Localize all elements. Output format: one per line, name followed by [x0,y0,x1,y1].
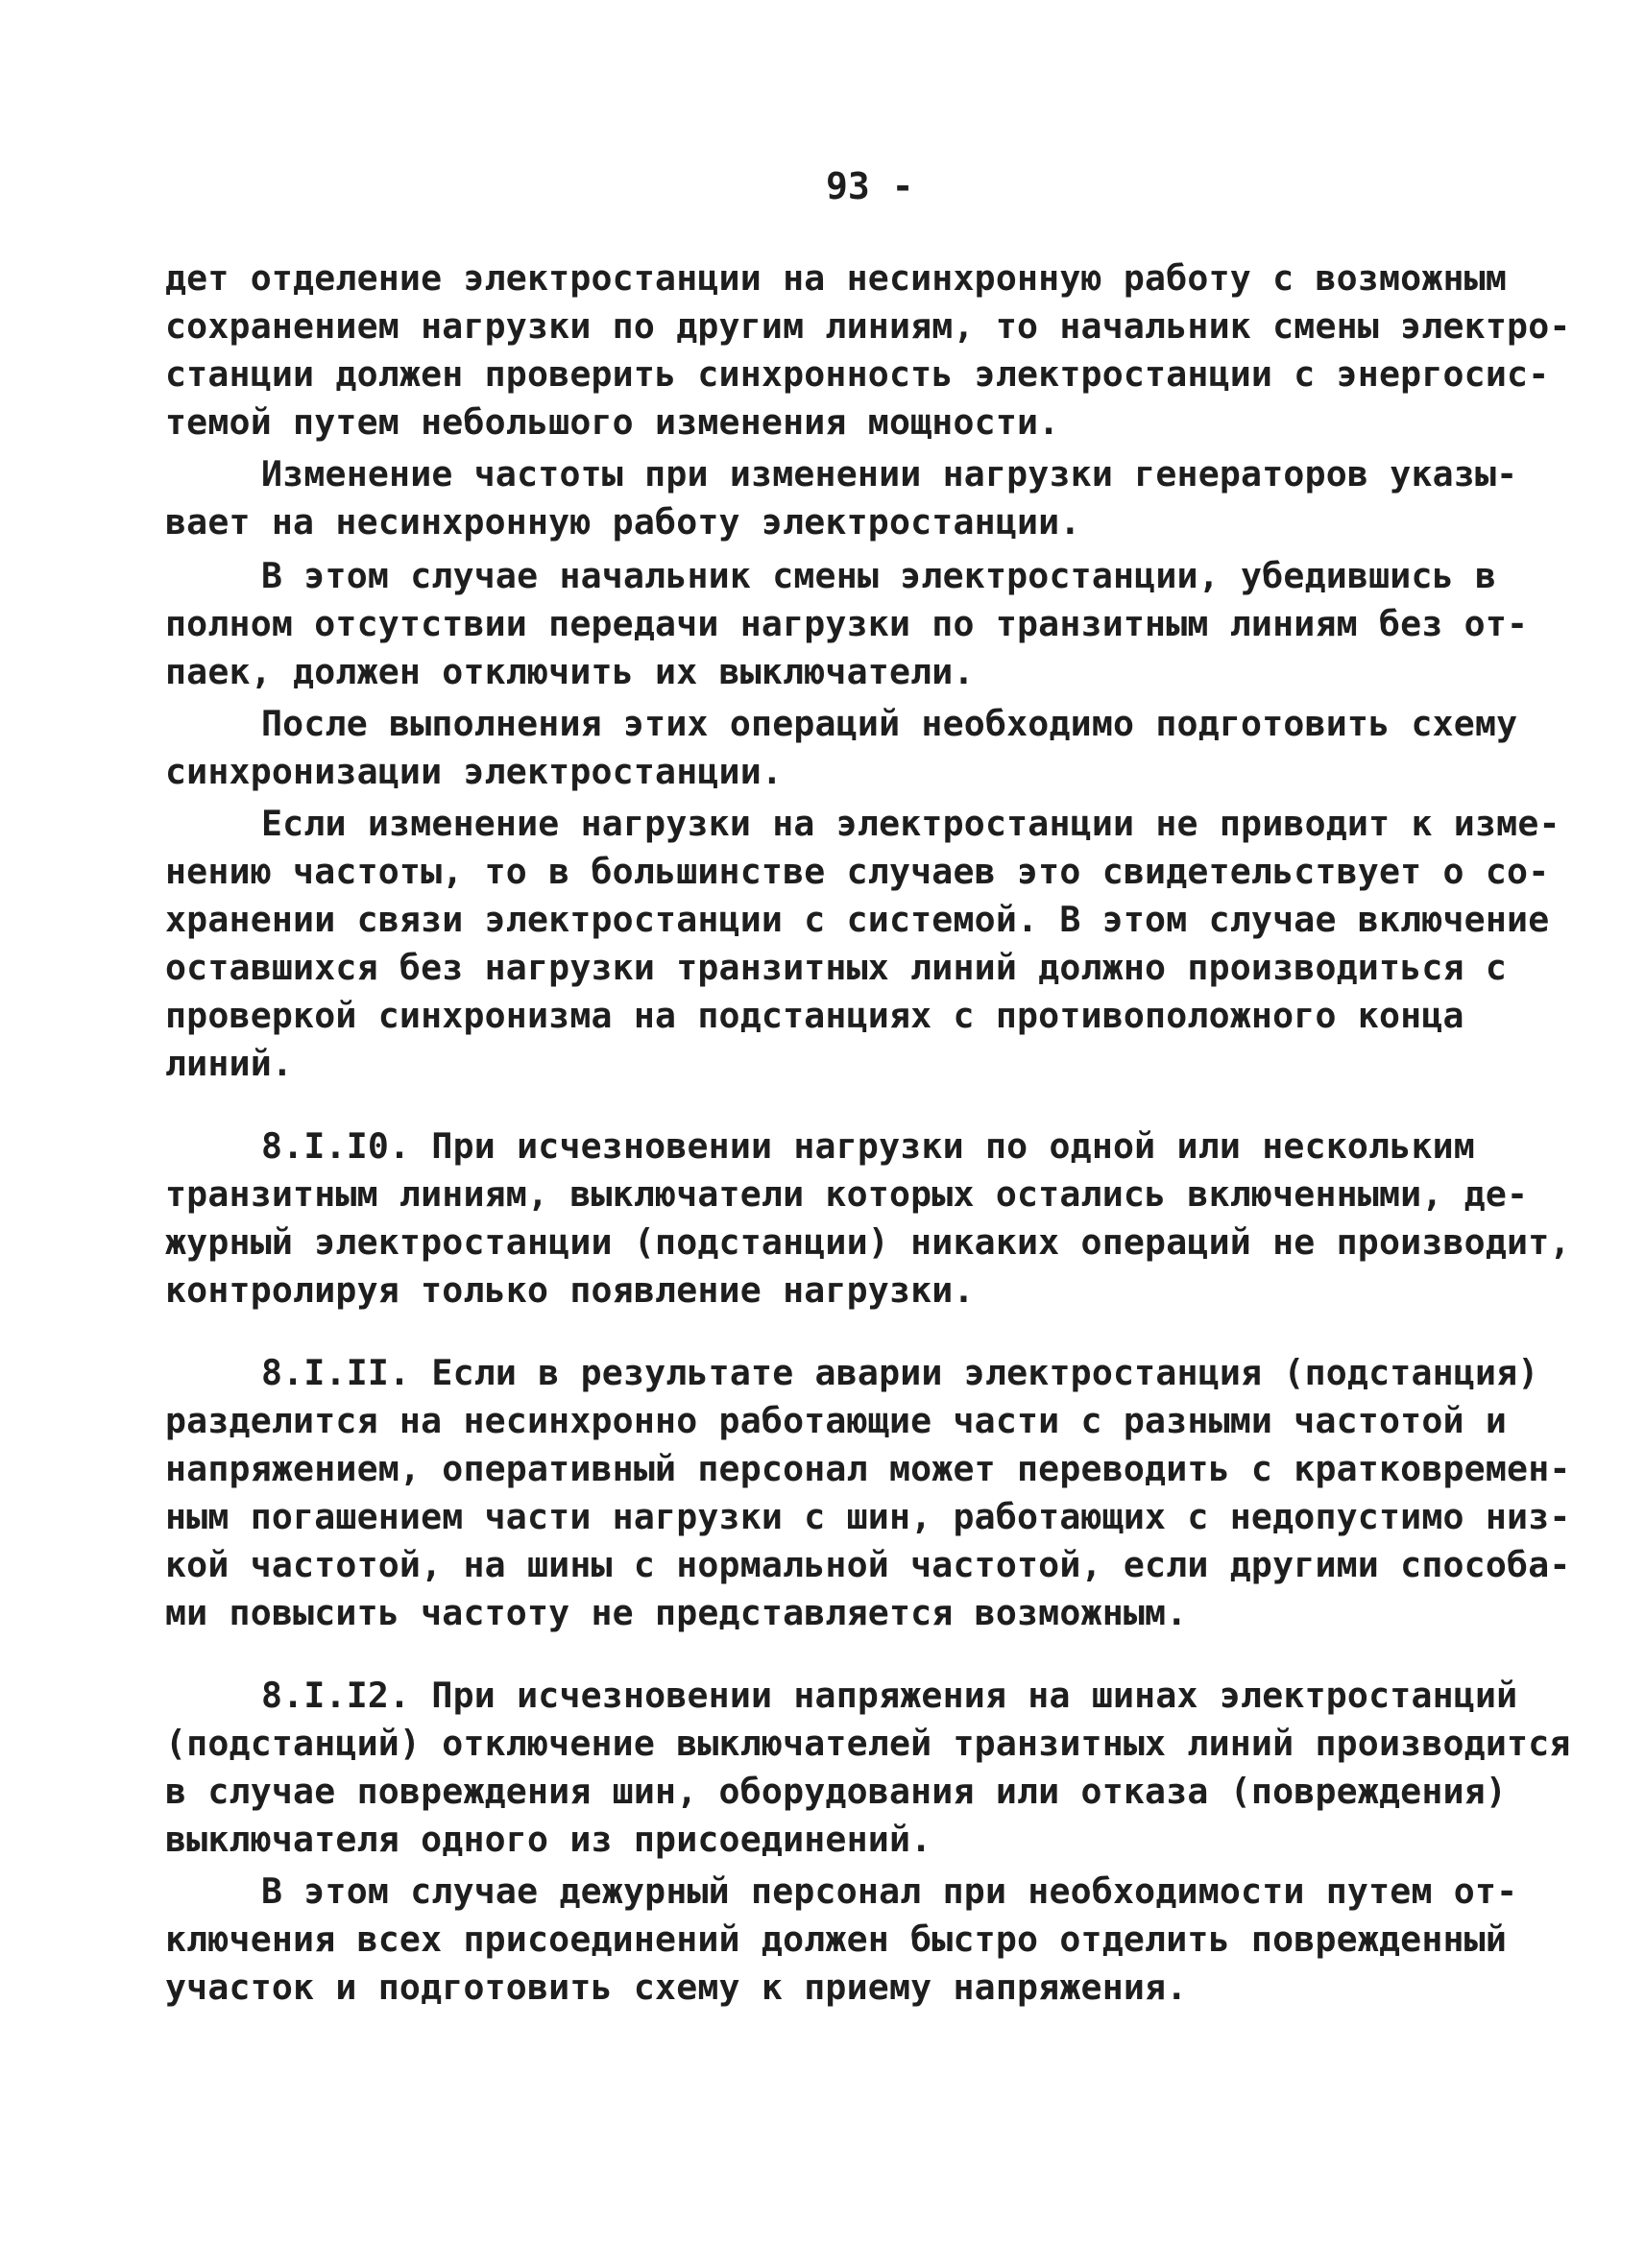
text-line: (подстанций) отключение выключателей транзитных линий производится [165,1723,1571,1764]
text-line: контролируя только появление нагрузки. [165,1269,975,1311]
text-line: сохранением нагрузки по другим линиям, то начальник смены электро- [165,305,1571,347]
text-line: паек, должен отключить их выключатели. [165,651,975,692]
text-line: разделится на несинхронно работающие части с разными частотой и [165,1400,1508,1441]
text-line: напряжением, оперативный персонал может переводить с кратковремен- [165,1448,1571,1489]
text-line: В этом случае дежурный персонал при необходимости путем от- [261,1870,1518,1912]
text-line: оставшихся без нагрузки транзитных линий должно производиться с [165,947,1508,988]
text-line: синхронизации электростанции. [165,751,784,792]
text-line: дет отделение электростанции на несинхронную работу с возможным [165,257,1508,299]
text-line: Если изменение нагрузки на электростанции не приводит к изме- [261,803,1560,844]
text-line: транзитным линиям, выключатели которых остались включенными, де- [165,1173,1529,1215]
text-line: полном отсутствии передачи нагрузки по транзитным линиям без от- [165,603,1529,644]
text-line: журный электростанции (подстанции) никаких операций не производит, [165,1221,1571,1263]
text-line: Изменение частоты при изменении нагрузки генераторов указы- [261,453,1518,495]
text-line: линий. [165,1043,294,1084]
text-line: выключателя одного из присоединений. [165,1819,932,1860]
text-line: хранении связи электростанции с системой. В этом случае включение [165,899,1550,940]
text-line: После выполнения этих операций необходимо подготовить схему [261,703,1518,744]
text-line: в случае повреждения шин, оборудования или отказа (повреждения) [165,1771,1508,1812]
text-line: участок и подготовить схему к приему напряжения. [165,1966,1188,2008]
text-line: В этом случае начальник смены электростанции, убедившись в [261,555,1497,596]
text-line: темой путем небольшого изменения мощности. [165,401,1060,443]
text-line: ключения всех присоединений должен быстро отделить поврежденный [165,1918,1508,1960]
section-line: 8.I.I0. При исчезновении нагрузки по одной или нескольким [261,1125,1475,1167]
text-line: проверкой синхронизма на подстанциях с противоположного конца [165,995,1464,1036]
text-line: вает на несинхронную работу электростанции. [165,501,1081,543]
text-line: станции должен проверить синхронность электростанции с энергосис- [165,353,1550,395]
text-line: ным погашением части нагрузки с шин, работающих с недопустимо низ- [165,1496,1571,1537]
section-line: 8.I.II. Если в результате аварии электростанция (подстанция) [261,1352,1539,1393]
text-line: кой частотой, на шины с нормальной частотой, если другими способа- [165,1544,1571,1585]
text-line: нению частоты, то в большинстве случаев это свидетельствует о со- [165,851,1550,892]
text-line: ми повысить частоту не представляется возможным. [165,1592,1188,1633]
section-line: 8.I.I2. При исчезновении напряжения на шинах электростанций [261,1675,1518,1716]
page-number: 93 - [826,165,914,207]
